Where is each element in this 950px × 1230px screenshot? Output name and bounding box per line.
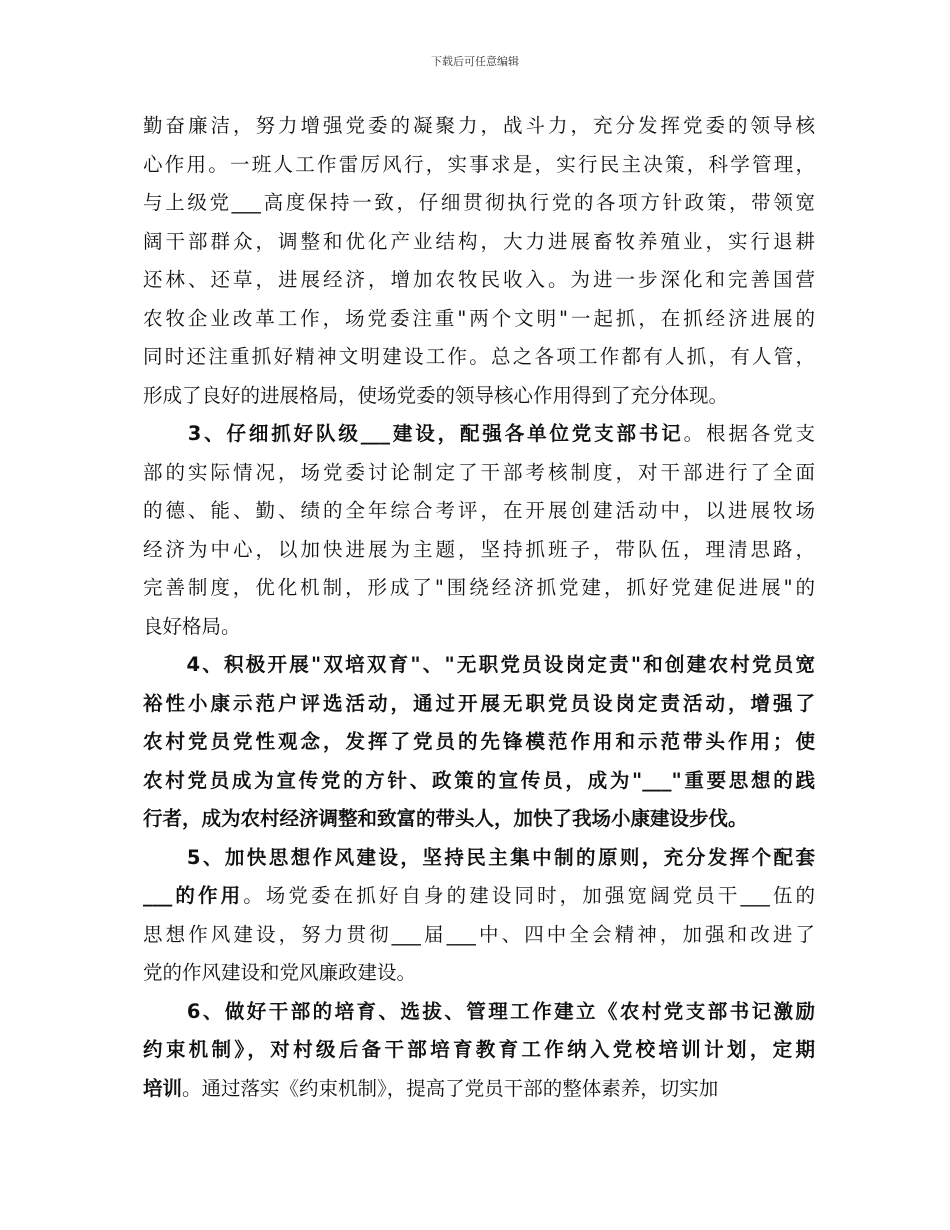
text-line — [143, 338, 815, 377]
paragraph — [143, 107, 815, 415]
text-line — [143, 184, 815, 223]
text-segment: 经济为中心，以加快进展为主题，坚持抓班子，带队伍，理清思路， — [143, 537, 815, 561]
text-line — [143, 300, 815, 339]
bold-text-segment: 5、加快思想作风建设，坚持民主集中制的原则，充分发挥个配套 — [143, 845, 815, 869]
bold-text-segment: 农村党员党性观念，发挥了党员的先锋模范作用和示范带头作用；使 — [143, 730, 815, 753]
text-segment: 农牧企业改革工作，场党委注重"两个文明"一起抓，在抓经济进展的 — [143, 306, 815, 330]
text-segment: 。场党委在抓好自身的建设同时，加强宽阔党员干___伍的 — [243, 884, 815, 907]
text-line — [143, 454, 815, 493]
bold-text-segment: 3、仔细抓好队级___建设，配强各单位党支部书记 — [143, 422, 684, 445]
text-line — [143, 107, 815, 146]
text-segment: 。通过落实《约束机制》，提高了党员干部的整体素养，切实加 — [182, 1076, 719, 1100]
text-line — [143, 800, 815, 839]
text-line — [143, 569, 815, 608]
text-segment: 的德、能、勤、绩的全年综合考评，在开展创建活动中，以进展牧场 — [143, 499, 815, 522]
bold-text-segment: 约束机制》，对村级后备干部培育教育工作纳入党校培训计划，定期 — [143, 1038, 815, 1061]
text-line — [143, 916, 815, 955]
text-line — [143, 993, 815, 1032]
text-segment: 良好格局。 — [143, 614, 241, 638]
text-segment: 勤奋廉洁，努力增强党委的凝聚力，战斗力，充分发挥党委的领导核 — [143, 114, 815, 137]
text-line — [143, 608, 815, 647]
document-body — [143, 107, 815, 1108]
paragraph — [143, 993, 815, 1109]
text-segment: 。根据各党支 — [683, 422, 815, 445]
text-segment: 部的实际情况，场党委讨论制定了干部考核制度，对干部进行了全面 — [143, 460, 815, 484]
text-line — [143, 261, 815, 300]
text-segment: 心作用。一班人工作雷厉风行，实事求是，实行民主决策，科学管理， — [143, 152, 815, 176]
text-line — [143, 415, 815, 454]
paragraph — [143, 839, 815, 993]
text-line — [143, 646, 815, 685]
text-line — [143, 531, 815, 570]
text-line — [143, 877, 815, 916]
page-header: 下载后可任意编辑 — [431, 55, 519, 68]
text-line — [143, 223, 815, 262]
text-line — [143, 377, 815, 416]
text-line — [143, 146, 815, 185]
text-line — [143, 1031, 815, 1070]
text-line — [143, 1070, 815, 1109]
text-segment: 同时还注重抓好精神文明建设工作。总之各项工作都有人抓，有人管， — [143, 345, 815, 368]
text-line — [143, 492, 815, 531]
text-segment: 形成了良好的进展格局，使场党委的领导核心作用得到了充分体现。 — [143, 383, 729, 407]
text-segment: 与上级党___高度保持一致，仔细贯彻执行党的各项方针政策，带领宽 — [143, 191, 815, 214]
bold-text-segment: 6、做好干部的培育、选拔、管理工作建立《农村党支部书记激励 — [143, 999, 815, 1023]
text-segment: 完善制度，优化机制，形成了"围绕经济抓党建，抓好党建促进展"的 — [143, 576, 815, 599]
text-line — [143, 723, 815, 762]
paragraph — [143, 415, 815, 646]
bold-text-segment: 裕性小康示范户评选活动，通过开展无职党员设岗定责活动，增强了 — [143, 691, 815, 715]
bold-text-segment: ___的作用 — [143, 884, 244, 907]
text-segment: 阔干部群众，调整和优化产业结构，大力进展畜牧养殖业，实行退耕 — [143, 229, 815, 253]
bold-text-segment: 培训 — [143, 1076, 183, 1100]
text-segment: 还林、还草，进展经济，增加农牧民收入。为进一步深化和完善国营 — [143, 268, 815, 291]
text-line — [143, 762, 815, 801]
text-segment: 党的作风建设和党风廉政建设。 — [143, 961, 417, 984]
bold-text-segment: 农村党员成为宣传党的方针、政策的宣传员，成为"___"重要思想的践 — [143, 768, 815, 792]
text-line — [143, 954, 815, 993]
text-line — [143, 685, 815, 724]
text-line — [143, 839, 815, 878]
bold-text-segment: 4、积极开展"双培双育"、"无职党员设岗定责"和创建农村党员宽 — [143, 653, 815, 676]
paragraph — [143, 646, 815, 839]
bold-text-segment: 行者，成为农村经济调整和致富的带头人，加快了我场小康建设步伐。 — [143, 807, 748, 830]
text-segment: 思想作风建设，努力贯彻___届___中、四中全会精神，加强和改进了 — [143, 922, 815, 946]
